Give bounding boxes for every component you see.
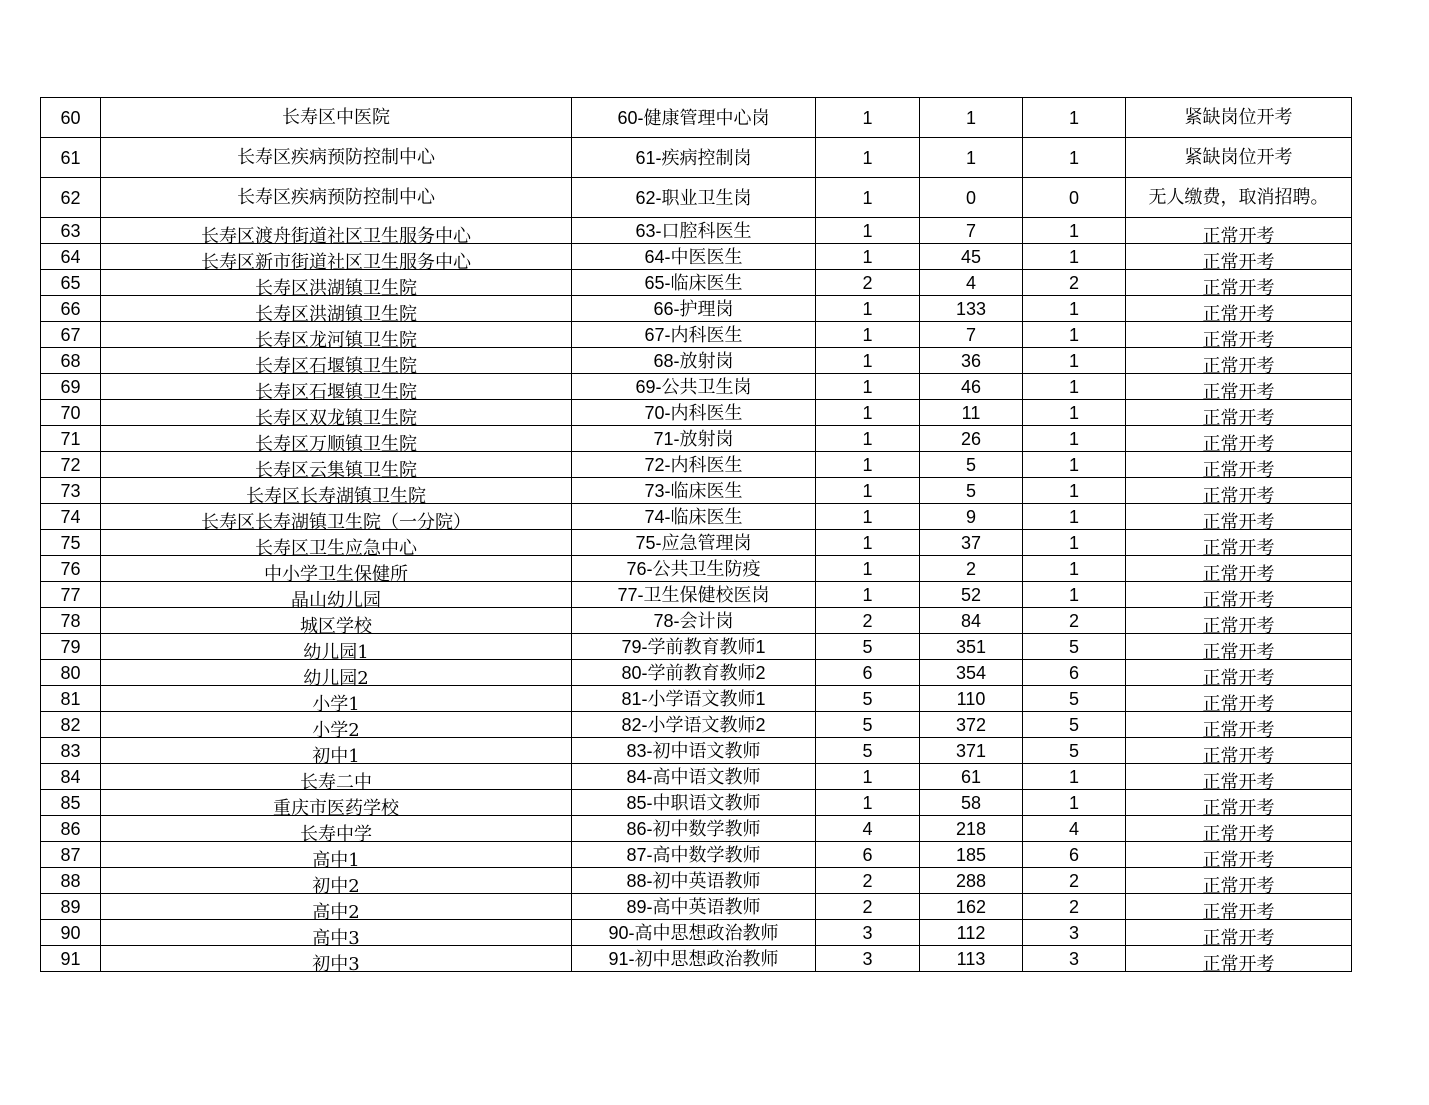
table-row bbox=[41, 816, 1352, 842]
row-number-cell: 72 bbox=[41, 452, 101, 478]
plan-count-cell: 1 bbox=[816, 98, 920, 138]
status-cell: 正常开考 bbox=[1126, 871, 1352, 897]
status-cell: 正常开考 bbox=[1126, 767, 1352, 793]
post-name-cell: 84-高中语文教师 bbox=[572, 764, 816, 790]
status-cell: 正常开考 bbox=[1126, 325, 1352, 351]
plan-count-cell: 1 bbox=[816, 296, 920, 322]
unit-name-cell: 长寿区新市街道社区卫生服务中心 bbox=[101, 247, 572, 273]
post-name-cell: 72-内科医生 bbox=[572, 452, 816, 478]
exam-count-cell: 1 bbox=[1023, 426, 1126, 452]
plan-count-cell: 5 bbox=[816, 738, 920, 764]
post-name-cell: 88-初中英语教师 bbox=[572, 868, 816, 894]
unit-name-cell: 长寿区长寿湖镇卫生院 bbox=[101, 481, 572, 507]
post-name-cell: 61-疾病控制岗 bbox=[572, 138, 816, 178]
status-cell: 正常开考 bbox=[1126, 429, 1352, 455]
unit-name-cell: 小学1 bbox=[101, 689, 572, 715]
post-name-cell: 69-公共卫生岗 bbox=[572, 374, 816, 400]
post-name-cell: 60-健康管理中心岗 bbox=[572, 98, 816, 138]
plan-count-cell: 6 bbox=[816, 660, 920, 686]
unit-name-cell: 长寿区疾病预防控制中心 bbox=[101, 138, 572, 178]
applicant-count-cell: 288 bbox=[920, 868, 1023, 894]
post-name-cell: 70-内科医生 bbox=[572, 400, 816, 426]
unit-name-cell: 高中3 bbox=[101, 923, 572, 949]
exam-count-cell: 1 bbox=[1023, 98, 1126, 138]
applicant-count-cell: 11 bbox=[920, 400, 1023, 426]
post-name-cell: 89-高中英语教师 bbox=[572, 894, 816, 920]
plan-count-cell: 1 bbox=[816, 556, 920, 582]
exam-count-cell: 1 bbox=[1023, 244, 1126, 270]
unit-name-cell: 长寿区双龙镇卫生院 bbox=[101, 403, 572, 429]
row-number-cell: 62 bbox=[41, 178, 101, 218]
exam-count-cell: 1 bbox=[1023, 530, 1126, 556]
post-name-cell: 71-放射岗 bbox=[572, 426, 816, 452]
table-row bbox=[41, 582, 1352, 608]
exam-count-cell: 5 bbox=[1023, 738, 1126, 764]
plan-count-cell: 5 bbox=[816, 686, 920, 712]
post-name-cell: 66-护理岗 bbox=[572, 296, 816, 322]
status-cell: 正常开考 bbox=[1126, 403, 1352, 429]
status-cell: 正常开考 bbox=[1126, 611, 1352, 637]
recruitment-table bbox=[40, 97, 1352, 975]
applicant-count-cell: 371 bbox=[920, 738, 1023, 764]
plan-count-cell: 1 bbox=[816, 322, 920, 348]
table-row bbox=[41, 894, 1352, 920]
table-row bbox=[41, 556, 1352, 582]
applicant-count-cell: 37 bbox=[920, 530, 1023, 556]
exam-count-cell: 2 bbox=[1023, 270, 1126, 296]
row-number-cell: 84 bbox=[41, 764, 101, 790]
applicant-count-cell: 5 bbox=[920, 478, 1023, 504]
status-cell: 正常开考 bbox=[1126, 299, 1352, 325]
status-cell: 正常开考 bbox=[1126, 351, 1352, 377]
table-row bbox=[41, 738, 1352, 764]
status-cell: 正常开考 bbox=[1126, 819, 1352, 845]
table-row bbox=[41, 98, 1352, 138]
exam-count-cell: 1 bbox=[1023, 322, 1126, 348]
applicant-count-cell: 110 bbox=[920, 686, 1023, 712]
table-row bbox=[41, 270, 1352, 296]
applicant-count-cell: 46 bbox=[920, 374, 1023, 400]
plan-count-cell: 1 bbox=[816, 218, 920, 244]
plan-count-cell: 1 bbox=[816, 530, 920, 556]
row-number-cell: 85 bbox=[41, 790, 101, 816]
applicant-count-cell: 1 bbox=[920, 138, 1023, 178]
plan-count-cell: 1 bbox=[816, 452, 920, 478]
table-row bbox=[41, 686, 1352, 712]
unit-name-cell: 长寿区洪湖镇卫生院 bbox=[101, 299, 572, 325]
table-row bbox=[41, 296, 1352, 322]
post-name-cell: 75-应急管理岗 bbox=[572, 530, 816, 556]
plan-count-cell: 3 bbox=[816, 920, 920, 946]
table-row bbox=[41, 322, 1352, 348]
status-cell: 正常开考 bbox=[1126, 507, 1352, 533]
applicant-count-cell: 45 bbox=[920, 244, 1023, 270]
row-number-cell: 70 bbox=[41, 400, 101, 426]
row-number-cell: 86 bbox=[41, 816, 101, 842]
table-row bbox=[41, 634, 1352, 660]
table-row bbox=[41, 244, 1352, 270]
applicant-count-cell: 61 bbox=[920, 764, 1023, 790]
row-number-cell: 69 bbox=[41, 374, 101, 400]
unit-name-cell: 幼儿园2 bbox=[101, 663, 572, 689]
table-row bbox=[41, 764, 1352, 790]
row-number-cell: 90 bbox=[41, 920, 101, 946]
applicant-count-cell: 351 bbox=[920, 634, 1023, 660]
row-number-cell: 87 bbox=[41, 842, 101, 868]
plan-count-cell: 1 bbox=[816, 400, 920, 426]
applicant-count-cell: 185 bbox=[920, 842, 1023, 868]
row-number-cell: 80 bbox=[41, 660, 101, 686]
row-number-cell: 79 bbox=[41, 634, 101, 660]
post-name-cell: 91-初中思想政治教师 bbox=[572, 946, 816, 972]
applicant-count-cell: 4 bbox=[920, 270, 1023, 296]
exam-count-cell: 1 bbox=[1023, 348, 1126, 374]
unit-name-cell: 晶山幼儿园 bbox=[101, 585, 572, 611]
plan-count-cell: 5 bbox=[816, 712, 920, 738]
exam-count-cell: 1 bbox=[1023, 478, 1126, 504]
unit-name-cell: 长寿区万顺镇卫生院 bbox=[101, 429, 572, 455]
status-cell: 正常开考 bbox=[1126, 741, 1352, 767]
status-cell: 正常开考 bbox=[1126, 715, 1352, 741]
row-number-cell: 67 bbox=[41, 322, 101, 348]
exam-count-cell: 5 bbox=[1023, 686, 1126, 712]
table-row bbox=[41, 452, 1352, 478]
status-cell: 正常开考 bbox=[1126, 247, 1352, 273]
applicant-count-cell: 1 bbox=[920, 98, 1023, 138]
row-number-cell: 89 bbox=[41, 894, 101, 920]
exam-count-cell: 5 bbox=[1023, 634, 1126, 660]
plan-count-cell: 1 bbox=[816, 348, 920, 374]
exam-count-cell: 3 bbox=[1023, 946, 1126, 972]
plan-count-cell: 2 bbox=[816, 270, 920, 296]
row-number-cell: 75 bbox=[41, 530, 101, 556]
status-cell: 紧缺岗位开考 bbox=[1126, 98, 1352, 138]
exam-count-cell: 1 bbox=[1023, 504, 1126, 530]
post-name-cell: 64-中医医生 bbox=[572, 244, 816, 270]
plan-count-cell: 1 bbox=[816, 582, 920, 608]
applicant-count-cell: 133 bbox=[920, 296, 1023, 322]
post-name-cell: 82-小学语文教师2 bbox=[572, 712, 816, 738]
unit-name-cell: 长寿区长寿湖镇卫生院（一分院） bbox=[101, 507, 572, 533]
row-number-cell: 66 bbox=[41, 296, 101, 322]
post-name-cell: 87-高中数学教师 bbox=[572, 842, 816, 868]
applicant-count-cell: 7 bbox=[920, 322, 1023, 348]
applicant-count-cell: 354 bbox=[920, 660, 1023, 686]
unit-name-cell: 长寿二中 bbox=[101, 767, 572, 793]
exam-count-cell: 1 bbox=[1023, 138, 1126, 178]
exam-count-cell: 1 bbox=[1023, 764, 1126, 790]
row-number-cell: 60 bbox=[41, 98, 101, 138]
post-name-cell: 78-会计岗 bbox=[572, 608, 816, 634]
post-name-cell: 80-学前教育教师2 bbox=[572, 660, 816, 686]
table-body bbox=[41, 98, 1352, 975]
exam-count-cell: 5 bbox=[1023, 712, 1126, 738]
applicant-count-cell: 112 bbox=[920, 920, 1023, 946]
unit-name-cell: 城区学校 bbox=[101, 611, 572, 637]
exam-count-cell: 1 bbox=[1023, 556, 1126, 582]
plan-count-cell: 1 bbox=[816, 178, 920, 218]
applicant-count-cell: 372 bbox=[920, 712, 1023, 738]
post-name-cell: 68-放射岗 bbox=[572, 348, 816, 374]
unit-name-cell: 长寿区龙河镇卫生院 bbox=[101, 325, 572, 351]
post-name-cell: 81-小学语文教师1 bbox=[572, 686, 816, 712]
unit-name-cell: 初中1 bbox=[101, 741, 572, 767]
status-cell: 无人缴费，取消招聘。 bbox=[1126, 178, 1352, 218]
post-name-cell: 79-学前教育教师1 bbox=[572, 634, 816, 660]
exam-count-cell: 1 bbox=[1023, 452, 1126, 478]
table-row bbox=[41, 348, 1352, 374]
plan-count-cell: 2 bbox=[816, 894, 920, 920]
post-name-cell: 86-初中数学教师 bbox=[572, 816, 816, 842]
exam-count-cell: 1 bbox=[1023, 790, 1126, 816]
post-name-cell: 76-公共卫生防疫 bbox=[572, 556, 816, 582]
unit-name-cell: 初中3 bbox=[101, 949, 572, 975]
table-row bbox=[41, 178, 1352, 218]
post-name-cell: 73-临床医生 bbox=[572, 478, 816, 504]
plan-count-cell: 4 bbox=[816, 816, 920, 842]
table-row bbox=[41, 426, 1352, 452]
applicant-count-cell: 5 bbox=[920, 452, 1023, 478]
plan-count-cell: 1 bbox=[816, 478, 920, 504]
exam-count-cell: 3 bbox=[1023, 920, 1126, 946]
exam-count-cell: 1 bbox=[1023, 400, 1126, 426]
table-row bbox=[41, 478, 1352, 504]
plan-count-cell: 1 bbox=[816, 504, 920, 530]
status-cell: 正常开考 bbox=[1126, 273, 1352, 299]
plan-count-cell: 1 bbox=[816, 764, 920, 790]
exam-count-cell: 1 bbox=[1023, 582, 1126, 608]
unit-name-cell: 长寿中学 bbox=[101, 819, 572, 845]
post-name-cell: 63-口腔科医生 bbox=[572, 218, 816, 244]
table-row bbox=[41, 504, 1352, 530]
applicant-count-cell: 113 bbox=[920, 946, 1023, 972]
table-row bbox=[41, 868, 1352, 894]
exam-count-cell: 6 bbox=[1023, 842, 1126, 868]
unit-name-cell: 中小学卫生保健所 bbox=[101, 559, 572, 585]
row-number-cell: 77 bbox=[41, 582, 101, 608]
unit-name-cell: 长寿区云集镇卫生院 bbox=[101, 455, 572, 481]
exam-count-cell: 0 bbox=[1023, 178, 1126, 218]
unit-name-cell: 长寿区石堰镇卫生院 bbox=[101, 377, 572, 403]
applicant-count-cell: 9 bbox=[920, 504, 1023, 530]
post-name-cell: 85-中职语文教师 bbox=[572, 790, 816, 816]
plan-count-cell: 1 bbox=[816, 244, 920, 270]
row-number-cell: 91 bbox=[41, 946, 101, 972]
unit-name-cell: 长寿区石堰镇卫生院 bbox=[101, 351, 572, 377]
unit-name-cell: 长寿区疾病预防控制中心 bbox=[101, 178, 572, 218]
unit-name-cell: 幼儿园1 bbox=[101, 637, 572, 663]
status-cell: 正常开考 bbox=[1126, 923, 1352, 949]
plan-count-cell: 6 bbox=[816, 842, 920, 868]
table-row bbox=[41, 712, 1352, 738]
status-cell: 正常开考 bbox=[1126, 559, 1352, 585]
exam-count-cell: 2 bbox=[1023, 608, 1126, 634]
post-name-cell: 62-职业卫生岗 bbox=[572, 178, 816, 218]
table-row bbox=[41, 946, 1352, 972]
table-row bbox=[41, 218, 1352, 244]
row-number-cell: 82 bbox=[41, 712, 101, 738]
applicant-count-cell: 0 bbox=[920, 178, 1023, 218]
plan-count-cell: 5 bbox=[816, 634, 920, 660]
applicant-count-cell: 7 bbox=[920, 218, 1023, 244]
table-row bbox=[41, 400, 1352, 426]
unit-name-cell: 长寿区卫生应急中心 bbox=[101, 533, 572, 559]
unit-name-cell: 长寿区中医院 bbox=[101, 98, 572, 138]
status-cell: 正常开考 bbox=[1126, 455, 1352, 481]
row-number-cell: 78 bbox=[41, 608, 101, 634]
status-cell: 正常开考 bbox=[1126, 221, 1352, 247]
table-row bbox=[41, 842, 1352, 868]
exam-count-cell: 1 bbox=[1023, 218, 1126, 244]
status-cell: 正常开考 bbox=[1126, 481, 1352, 507]
table-row bbox=[41, 374, 1352, 400]
plan-count-cell: 1 bbox=[816, 790, 920, 816]
status-cell: 紧缺岗位开考 bbox=[1126, 138, 1352, 178]
exam-count-cell: 1 bbox=[1023, 296, 1126, 322]
unit-name-cell: 重庆市医药学校 bbox=[101, 793, 572, 819]
applicant-count-cell: 26 bbox=[920, 426, 1023, 452]
table-row bbox=[41, 608, 1352, 634]
plan-count-cell: 3 bbox=[816, 946, 920, 972]
unit-name-cell: 初中2 bbox=[101, 871, 572, 897]
row-number-cell: 68 bbox=[41, 348, 101, 374]
row-number-cell: 76 bbox=[41, 556, 101, 582]
unit-name-cell: 长寿区渡舟街道社区卫生服务中心 bbox=[101, 221, 572, 247]
table-row bbox=[41, 138, 1352, 178]
post-name-cell: 67-内科医生 bbox=[572, 322, 816, 348]
applicant-count-cell: 84 bbox=[920, 608, 1023, 634]
exam-count-cell: 2 bbox=[1023, 868, 1126, 894]
post-name-cell: 83-初中语文教师 bbox=[572, 738, 816, 764]
plan-count-cell: 1 bbox=[816, 426, 920, 452]
status-cell: 正常开考 bbox=[1126, 663, 1352, 689]
post-name-cell: 90-高中思想政治教师 bbox=[572, 920, 816, 946]
status-cell: 正常开考 bbox=[1126, 637, 1352, 663]
row-number-cell: 74 bbox=[41, 504, 101, 530]
applicant-count-cell: 218 bbox=[920, 816, 1023, 842]
row-number-cell: 71 bbox=[41, 426, 101, 452]
plan-count-cell: 1 bbox=[816, 138, 920, 178]
status-cell: 正常开考 bbox=[1126, 793, 1352, 819]
status-cell: 正常开考 bbox=[1126, 897, 1352, 923]
row-number-cell: 65 bbox=[41, 270, 101, 296]
row-number-cell: 61 bbox=[41, 138, 101, 178]
table-row bbox=[41, 530, 1352, 556]
status-cell: 正常开考 bbox=[1126, 689, 1352, 715]
plan-count-cell: 1 bbox=[816, 374, 920, 400]
post-name-cell: 74-临床医生 bbox=[572, 504, 816, 530]
table-row bbox=[41, 920, 1352, 946]
applicant-count-cell: 2 bbox=[920, 556, 1023, 582]
status-cell: 正常开考 bbox=[1126, 533, 1352, 559]
unit-name-cell: 小学2 bbox=[101, 715, 572, 741]
table-row bbox=[41, 790, 1352, 816]
row-number-cell: 64 bbox=[41, 244, 101, 270]
plan-count-cell: 2 bbox=[816, 608, 920, 634]
unit-name-cell: 高中2 bbox=[101, 897, 572, 923]
row-number-cell: 88 bbox=[41, 868, 101, 894]
exam-count-cell: 2 bbox=[1023, 894, 1126, 920]
row-number-cell: 83 bbox=[41, 738, 101, 764]
exam-count-cell: 6 bbox=[1023, 660, 1126, 686]
plan-count-cell: 2 bbox=[816, 868, 920, 894]
status-cell: 正常开考 bbox=[1126, 377, 1352, 403]
status-cell: 正常开考 bbox=[1126, 845, 1352, 871]
table-row bbox=[41, 660, 1352, 686]
exam-count-cell: 4 bbox=[1023, 816, 1126, 842]
status-cell: 正常开考 bbox=[1126, 585, 1352, 611]
post-name-cell: 65-临床医生 bbox=[572, 270, 816, 296]
post-name-cell: 77-卫生保健校医岗 bbox=[572, 582, 816, 608]
applicant-count-cell: 36 bbox=[920, 348, 1023, 374]
exam-count-cell: 1 bbox=[1023, 374, 1126, 400]
applicant-count-cell: 58 bbox=[920, 790, 1023, 816]
unit-name-cell: 长寿区洪湖镇卫生院 bbox=[101, 273, 572, 299]
row-number-cell: 81 bbox=[41, 686, 101, 712]
status-cell: 正常开考 bbox=[1126, 949, 1352, 975]
applicant-count-cell: 52 bbox=[920, 582, 1023, 608]
applicant-count-cell: 162 bbox=[920, 894, 1023, 920]
row-number-cell: 63 bbox=[41, 218, 101, 244]
row-number-cell: 73 bbox=[41, 478, 101, 504]
unit-name-cell: 高中1 bbox=[101, 845, 572, 871]
